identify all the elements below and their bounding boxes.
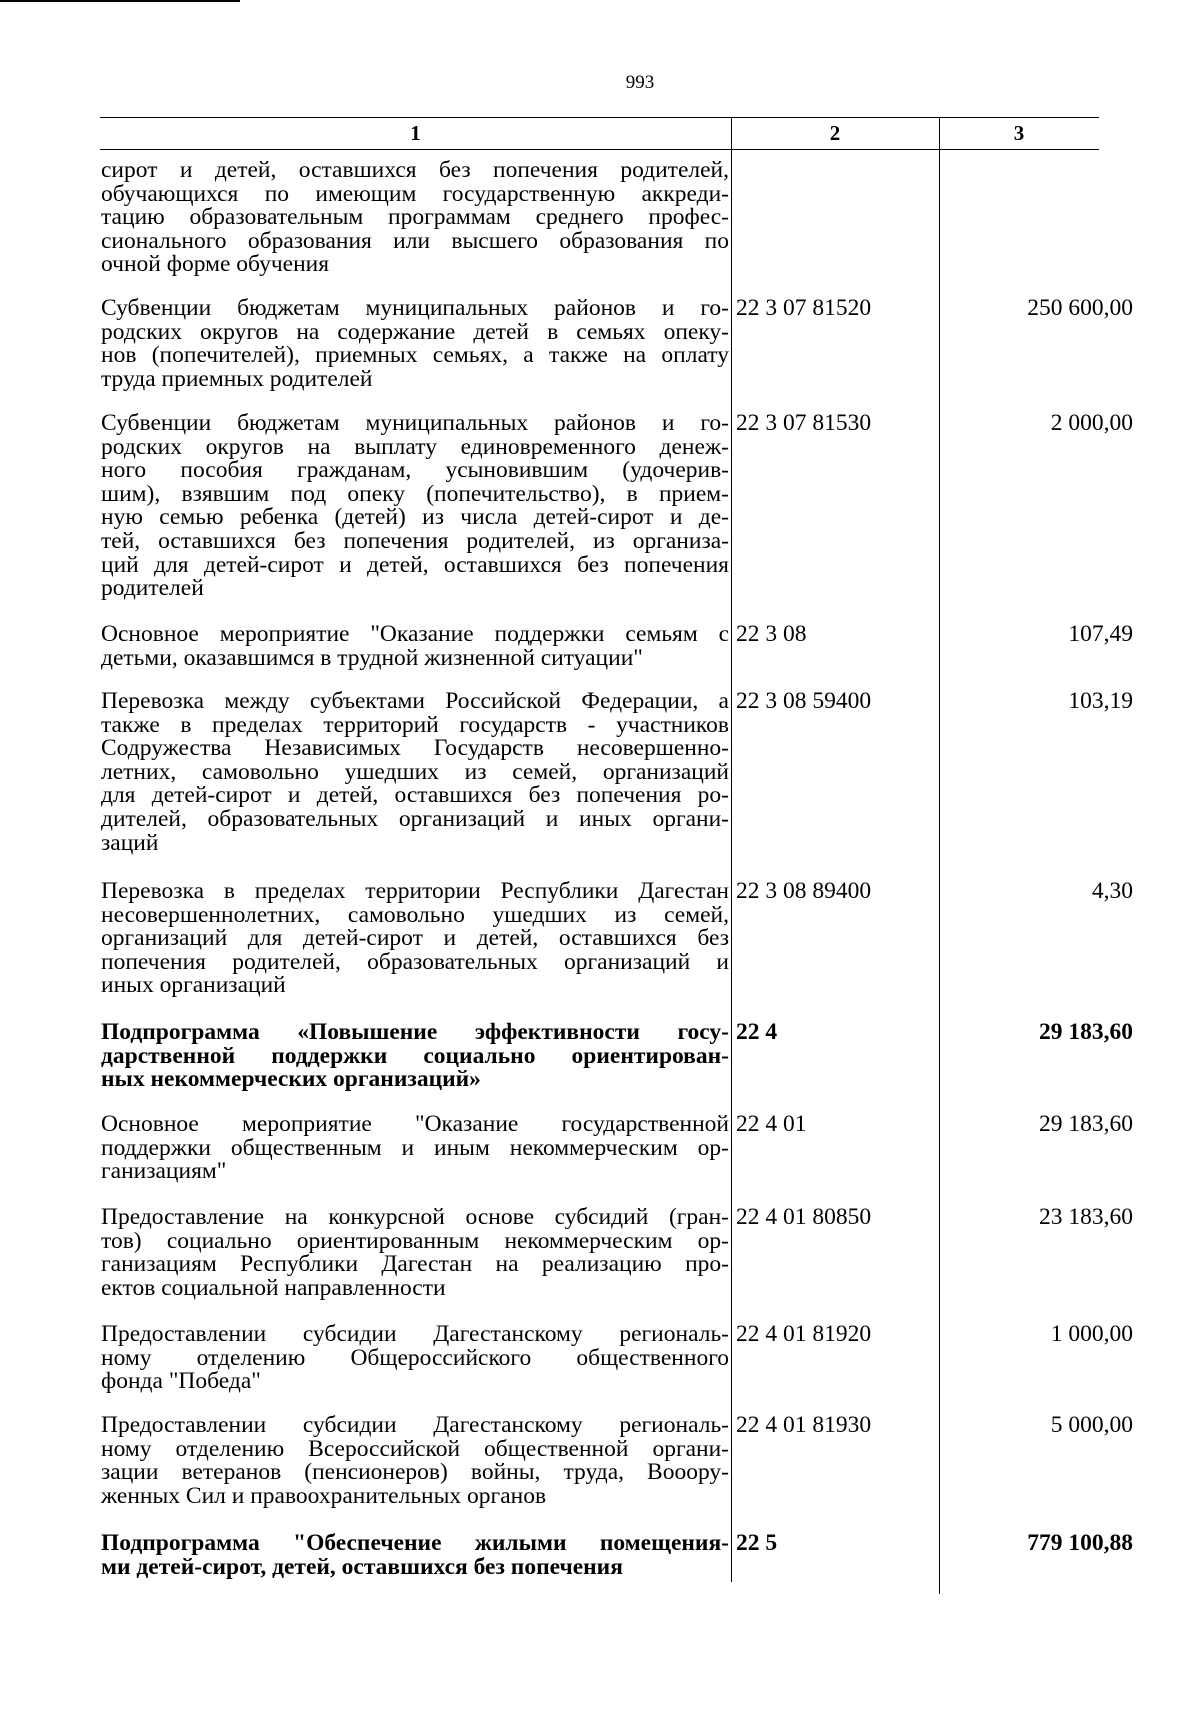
- row-name-line: родских округов на выплату единовременного денеж-: [101, 433, 729, 460]
- row-name-line: Предоставление на конкурсной основе субсидий (гран-: [101, 1204, 729, 1230]
- row-name-line: тацию образовательным программам среднего профес-: [101, 204, 729, 231]
- row-name-line: ного пособия гражданам, усыновившим (удочерив-: [101, 457, 729, 484]
- row-name-line: поддержки общественным и иным некоммерческим ор-: [101, 1134, 729, 1161]
- row-amount: 107,49: [1068, 621, 1133, 647]
- row-name-line: заций: [101, 829, 159, 856]
- row-code: 22 3 08 89400: [736, 878, 872, 904]
- row-name-line: тов) социально ориентированным некоммерческим ор-: [101, 1227, 729, 1254]
- row-code: 22 3 08 59400: [736, 688, 872, 714]
- row-code: 22 3 07 81520: [736, 295, 872, 321]
- row-name-line: Предоставлении субсидии Дагестанскому региональ-: [101, 1412, 729, 1438]
- table-header-border: [100, 149, 1099, 150]
- row-code: 22 4 01 80850: [736, 1204, 872, 1230]
- row-name-line: Перевозка между субъектами Российской Федерации, а: [101, 688, 729, 714]
- row-amount: 1 000,00: [1050, 1321, 1133, 1347]
- row-code: 22 4 01: [736, 1111, 807, 1137]
- column-header-3: 3: [1013, 121, 1025, 145]
- row-name-line: ных некоммерческих организаций»: [101, 1066, 481, 1093]
- row-name-line: детьми, оказавшимся в трудной жизненной ситуации": [101, 644, 643, 671]
- row-amount: 103,19: [1068, 688, 1133, 714]
- row-name: [101, 1414, 729, 1508]
- row-name-line: Основное мероприятие "Оказание поддержки семьям с: [101, 621, 729, 647]
- row-amount: 2 000,00: [1050, 410, 1133, 436]
- row-code: 22 4 01 81930: [736, 1412, 872, 1438]
- row-name: [101, 1532, 729, 1579]
- column-divider-2: [939, 117, 940, 1594]
- row-name-line: несовершеннолетних, самовольно ушедших из семей,: [101, 901, 729, 928]
- row-code: 22 3 07 81530: [736, 410, 872, 436]
- row-name-line: женных Сил и правоохранительных органов: [101, 1482, 547, 1509]
- row-name-line: родителей: [101, 575, 204, 602]
- row-name-line: шим), взявшим под опеку (попечительство), в прием-: [101, 480, 729, 507]
- row-name: [101, 1021, 729, 1092]
- row-name-line: летних, самовольно ушедших из семей, организаций: [101, 758, 729, 785]
- row-amount: 250 600,00: [1027, 295, 1133, 321]
- row-name-line: Субвенции бюджетам муниципальных районов и го-: [101, 295, 729, 321]
- row-name: [101, 690, 729, 855]
- row-amount: 29 183,60: [1039, 1019, 1133, 1045]
- row-name-line: фонда "Победа": [101, 1368, 261, 1395]
- row-name: [101, 880, 729, 998]
- row-amount: 29 183,60: [1039, 1111, 1133, 1137]
- row-amount: 4,30: [1091, 878, 1133, 904]
- row-name-line: иных организаций: [101, 972, 286, 999]
- row-name-line: сирот и детей, оставшихся без попечения родителей,: [101, 157, 729, 183]
- row-amount: 5 000,00: [1050, 1412, 1133, 1438]
- row-name: [101, 412, 729, 601]
- row-name-line: нов (попечителей), приемных семьях, а также на оплату: [101, 342, 729, 369]
- column-header-1: 1: [410, 121, 421, 145]
- row-name-line: также в пределах территорий государств - участников: [101, 711, 729, 738]
- row-code: 22 4 01 81920: [736, 1321, 872, 1347]
- row-name: [101, 297, 729, 391]
- row-name-line: Перевозка в пределах территории Республики Дагестан: [101, 878, 729, 904]
- row-name: [101, 159, 729, 277]
- column-header-2: 2: [829, 121, 841, 145]
- row-name: [101, 1323, 729, 1394]
- row-name-line: ганизациям": [101, 1158, 227, 1185]
- row-name-line: обучающихся по имеющим государственную аккреди-: [101, 180, 729, 207]
- row-name-line: организаций для детей-сирот и детей, оставшихся без: [101, 925, 729, 952]
- row-name-line: ми детей-сирот, детей, оставшихся без попечения: [101, 1553, 623, 1580]
- row-name-line: ектов социальной направленности: [101, 1274, 446, 1301]
- row-amount: 23 183,60: [1039, 1204, 1133, 1230]
- row-name-line: дителей, образовательных организаций и иных органи-: [101, 805, 729, 832]
- row-amount: 779 100,88: [1027, 1530, 1133, 1556]
- row-name-line: Субвенции бюджетам муниципальных районов и го-: [101, 410, 729, 436]
- row-name-line: попечения родителей, образовательных организаций и: [101, 948, 729, 975]
- row-name-line: труда приемных родителей: [101, 365, 373, 392]
- row-name: [101, 1113, 729, 1184]
- row-name-line: Предоставлении субсидии Дагестанскому региональ-: [101, 1321, 729, 1347]
- row-code: 22 3 08: [736, 621, 807, 647]
- row-name-line: Содружества Независимых Государств несовершенно-: [101, 735, 729, 762]
- row-name-line: ному отделению Всероссийской общественной органи-: [101, 1435, 729, 1462]
- row-name-line: очной форме обучения: [101, 251, 330, 278]
- row-name-line: Подпрограмма "Обеспечение жилыми помещения-: [101, 1530, 729, 1556]
- row-name-line: Подпрограмма «Повышение эффективности госу-: [101, 1019, 729, 1045]
- row-name-line: для детей-сирот и детей, оставшихся без попечения ро-: [101, 782, 729, 809]
- row-name-line: сионального образования или высшего образования по: [101, 227, 729, 254]
- row-name-line: зации ветеранов (пенсионеров) войны, труда, Вооору-: [101, 1459, 729, 1486]
- row-name: [101, 1206, 729, 1300]
- page-number: 993: [625, 72, 655, 93]
- row-name-line: ному отделению Общероссийского общественного: [101, 1344, 729, 1371]
- row-name: [101, 623, 729, 670]
- scan-edge-mark: [0, 0, 240, 2]
- row-name-line: тей, оставшихся без попечения родителей, из организа-: [101, 527, 729, 554]
- row-name-line: дарственной поддержки социально ориентирован-: [101, 1042, 729, 1069]
- row-name-line: ций для детей-сирот и детей, оставшихся без попечения: [101, 551, 729, 578]
- row-code: 22 4: [736, 1019, 778, 1045]
- row-name-line: родских округов на содержание детей в семьях опеку-: [101, 318, 729, 345]
- row-name-line: ганизациям Республики Дагестан на реализацию про-: [101, 1251, 729, 1278]
- table-top-border: [100, 117, 1099, 118]
- row-code: 22 5: [736, 1530, 778, 1556]
- column-divider-1: [731, 117, 732, 1582]
- row-name-line: Основное мероприятие "Оказание государственной: [101, 1111, 729, 1137]
- row-name-line: ную семью ребенка (детей) из числа детей-сирот и де-: [101, 504, 729, 531]
